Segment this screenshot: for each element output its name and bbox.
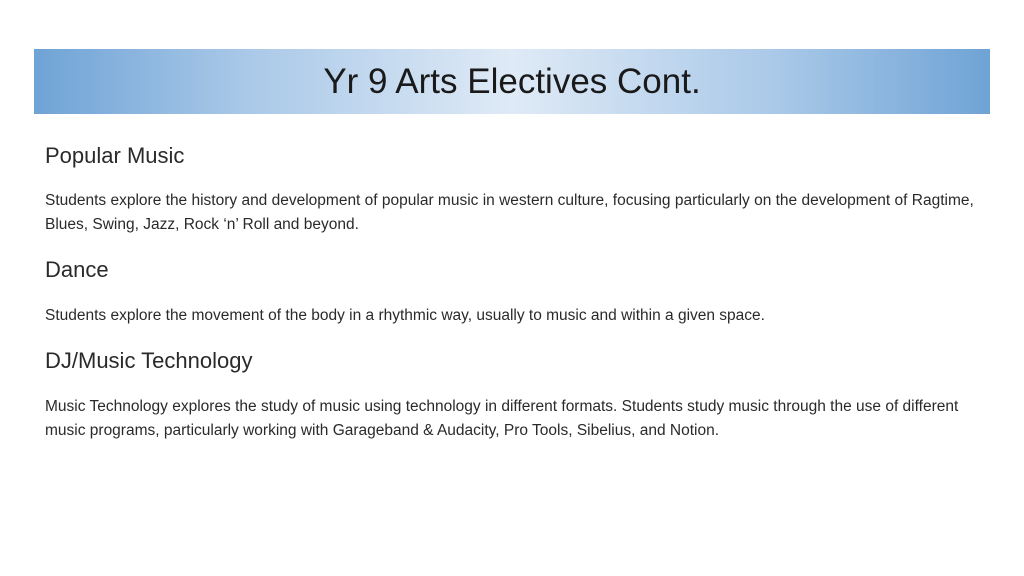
section-heading-popular-music: Popular Music <box>45 143 185 168</box>
section-body-popular-music: Students explore the history and development of popular music in western culture, focusing particularly on the development of Ragtime, Blues, Swing, Jazz, Rock ‘n’ Roll and beyond. <box>45 192 974 233</box>
slide-title: Yr 9 Arts Electives Cont. <box>323 61 701 101</box>
section-body-dance: Students explore the movement of the body in a rhythmic way, usually to music and within a given space. <box>45 307 765 324</box>
section-heading-dj-music-technology: DJ/Music Technology <box>45 348 253 373</box>
title-banner <box>34 49 990 114</box>
section-heading-dance: Dance <box>45 257 109 282</box>
section-body-dj-music-technology: Music Technology explores the study of music using technology in different formats. Students study music through the use of different music programs, particularly working with Garageband & Audacity, Pro Tools, Sibelius, and Notion. <box>45 398 959 439</box>
